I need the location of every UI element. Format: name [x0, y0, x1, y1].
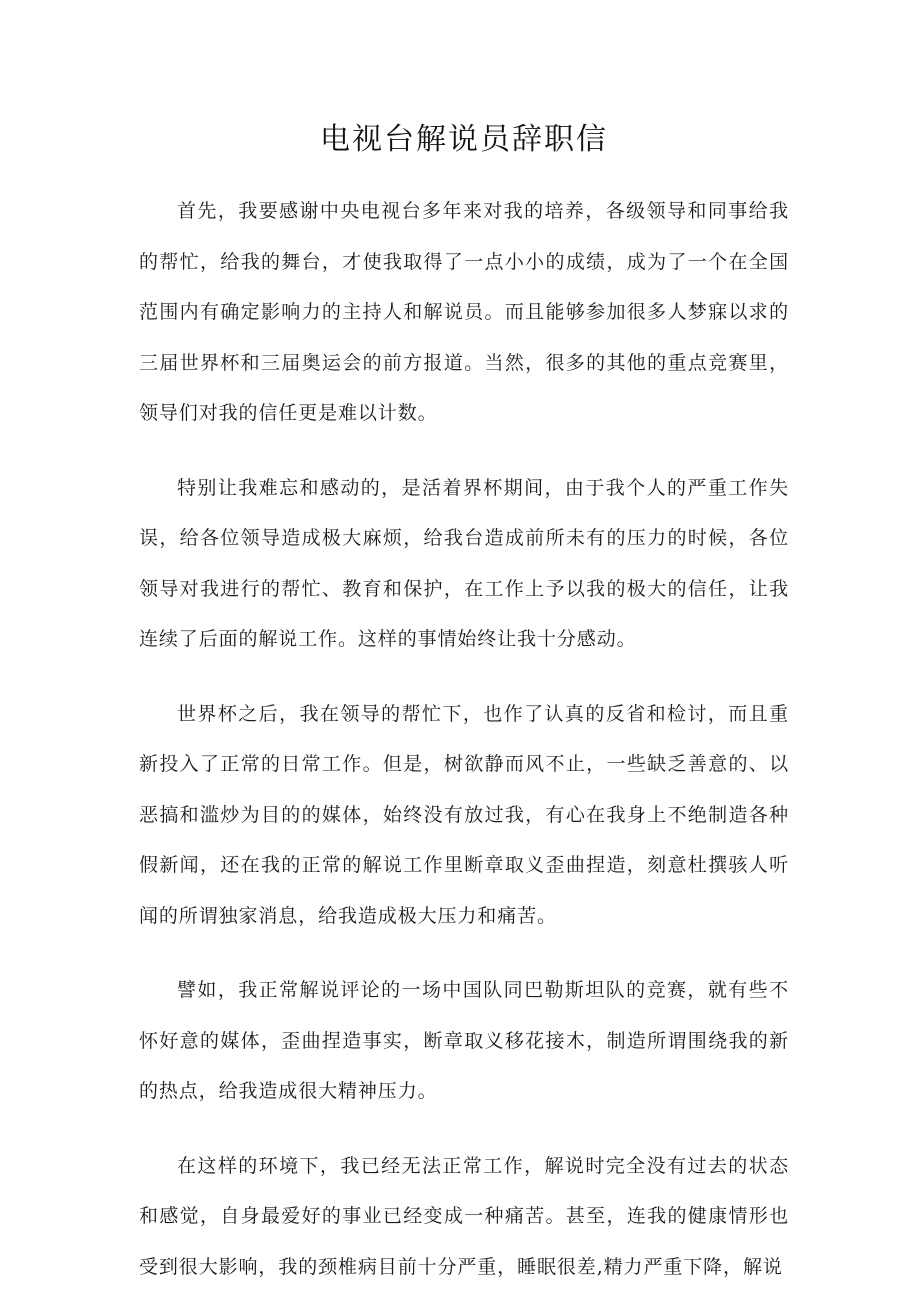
- paragraph-4: 譬如，我正常解说评论的一场中国队同巴勒斯坦队的竞赛，就有些不怀好意的媒体，歪曲捏造事实，断章取义移花接木，制造所谓围绕我的新的热点，给我造成很大精神压力。: [139, 979, 789, 1102]
- paragraph-5: 在这样的环境下，我已经无法正常工作，解说时完全没有过去的状态和感觉，自身最爱好的事业已经变成一种痛苦。甚至，连我的健康情形也受到很大影响，我的颈椎病目前十分严重，睡眠很差,精力严重下降，解说: [139, 1154, 789, 1278]
- paragraph-1: 首先，我要感谢中央电视台多年来对我的培养，各级领导和同事给我的帮忙，给我的舞台，才使我取得了一点小小的成绩，成为了一个在全国范围内有确定影响力的主持人和解说员。而且能够参加很多人梦寐以求的三届世界杯和三届奥运会的前方报道。当然，很多的其他的重点竞赛里，领导们对我的信任更是难以计数。: [139, 200, 789, 424]
- paragraph-2: 特别让我难忘和感动的，是活着界杯期间，由于我个人的严重工作失误，给各位领导造成极大麻烦，给我台造成前所未有的压力的时候，各位领导对我进行的帮忙、教育和保护，在工作上予以我的极大的信任，让我连续了后面的解说工作。这样的事情始终让我十分感动。: [139, 476, 789, 650]
- document-title: 电视台解说员辞职信: [320, 122, 608, 157]
- paragraph-3: 世界杯之后，我在领导的帮忙下，也作了认真的反省和检讨，而且重新投入了正常的日常工作。但是，树欲静而风不止，一些缺乏善意的、以恶搞和滥炒为目的的媒体，始终没有放过我，有心在我身上不绝制造各种假新闻，还在我的正常的解说工作里断章取义歪曲捏造，刻意杜撰骇人听闻的所谓独家消息，给我造成极大压力和痛苦。: [139, 702, 789, 927]
